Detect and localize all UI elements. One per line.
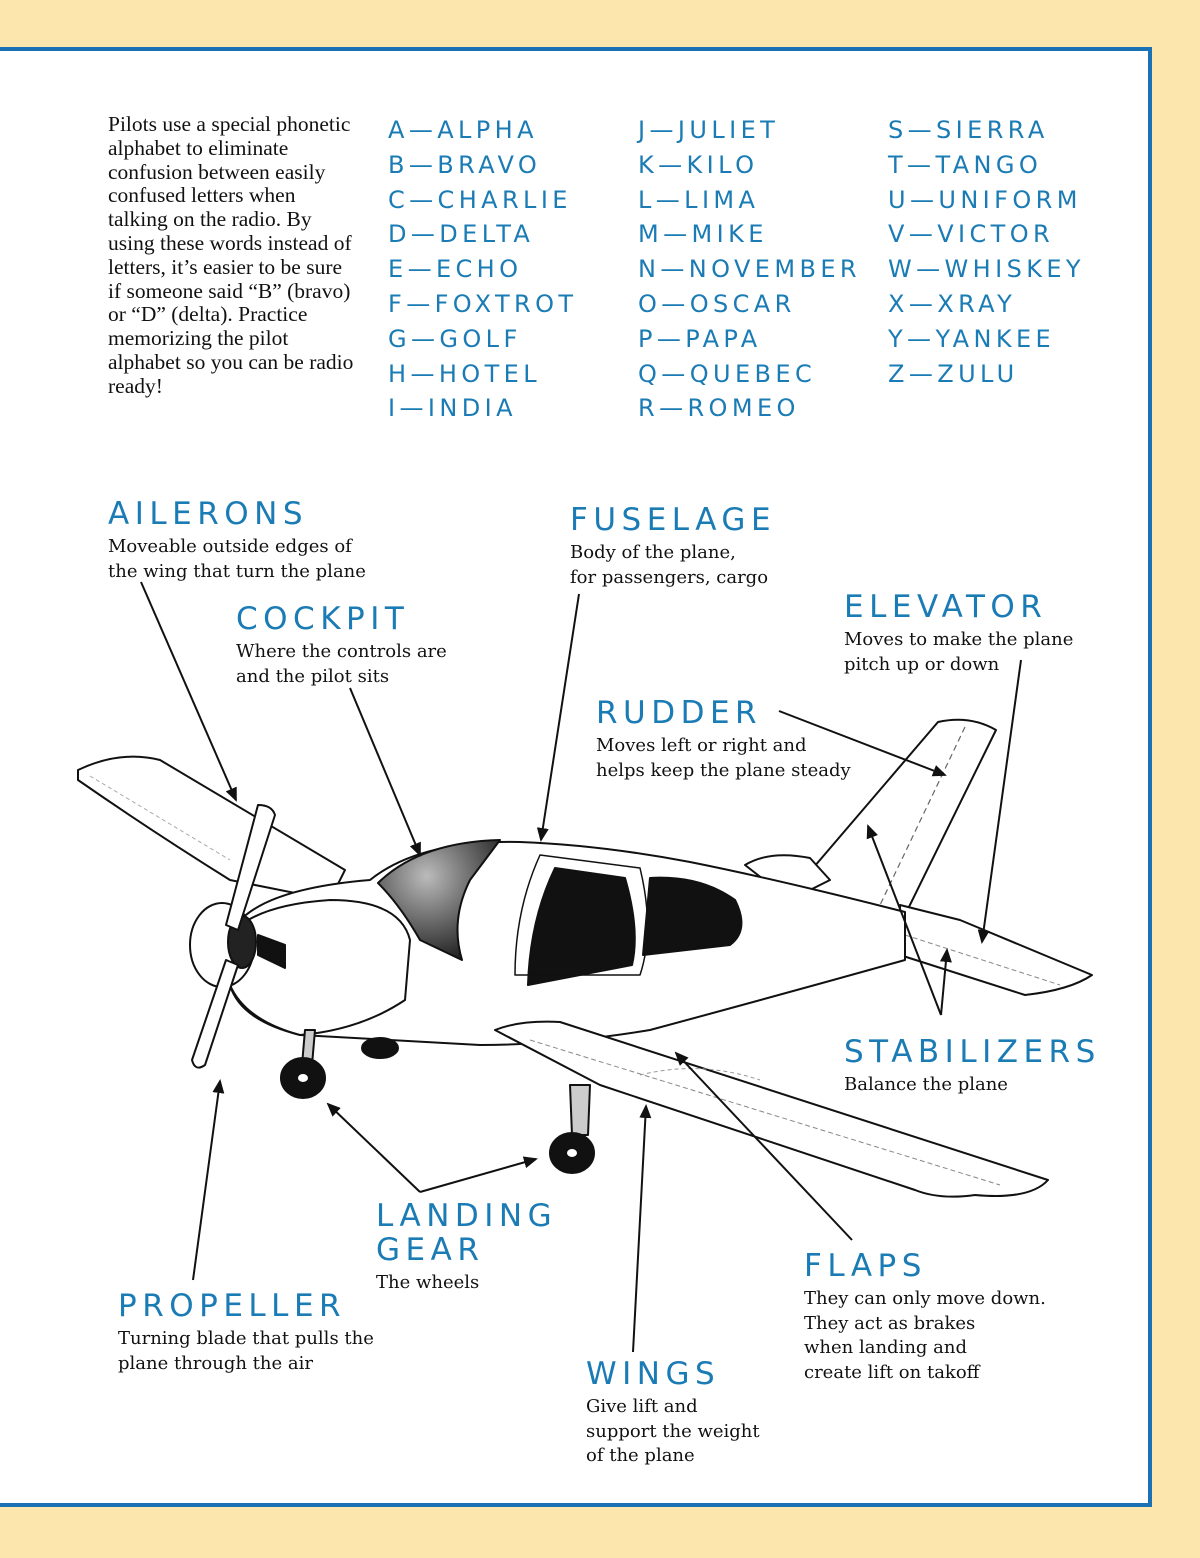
label-elevator <box>844 590 1073 677</box>
alphabet-entry: H—HOTEL <box>388 359 541 388</box>
arrow-wings <box>633 1106 646 1352</box>
alphabet-entry: G—GOLF <box>388 324 522 353</box>
label-title: FUSELAGE <box>570 502 777 538</box>
label-title: LANDING GEAR <box>376 1198 558 1268</box>
label-ailerons <box>108 497 366 584</box>
alphabet-entry: Y—YANKEE <box>888 324 1056 353</box>
arrow-landing-gear-2 <box>420 1159 536 1192</box>
label-wings <box>586 1357 760 1469</box>
label-landing-gear <box>376 1199 557 1296</box>
alphabet-entry: A—ALPHA <box>388 116 538 144</box>
alphabet-entry: O—OSCAR <box>638 289 796 318</box>
alphabet-entry: D—DELTA <box>388 220 535 249</box>
label-title: STABILIZERS <box>844 1034 1101 1070</box>
label-title: ELEVATOR <box>844 589 1048 625</box>
arrow-elevator <box>982 660 1021 942</box>
alphabet-entry: B—BRAVO <box>388 150 542 179</box>
alphabet-entry: N—NOVEMBER <box>638 255 861 284</box>
arrow-cockpit <box>350 688 420 855</box>
label-title: WINGS <box>586 1356 721 1392</box>
label-description: Moves left or right and helps keep the plane steady <box>596 735 851 781</box>
alphabet-entry: I—INDIA <box>388 394 517 423</box>
label-description: Give lift and support the weight of the plane <box>586 1396 760 1466</box>
landing-gear-wheel <box>362 1038 398 1058</box>
label-title: AILERONS <box>108 496 309 532</box>
airplane-illustration <box>78 720 1092 1197</box>
label-title: PROPELLER <box>118 1288 347 1324</box>
label-rudder <box>596 696 851 783</box>
alphabet-entry: M—MIKE <box>638 220 768 249</box>
label-description: They can only move down. They act as brakes when landing and create lift on takoff <box>804 1288 1046 1383</box>
alphabet-entry: Q—QUEBEC <box>638 359 817 388</box>
label-fuselage <box>570 503 776 590</box>
left-wing <box>78 757 345 900</box>
label-flaps <box>804 1249 1046 1385</box>
arrow-landing-gear-1 <box>328 1104 420 1192</box>
label-title: COCKPIT <box>236 601 410 637</box>
label-description: Turning blade that pulls the plane through the air <box>118 1328 374 1374</box>
label-description: Where the controls are and the pilot sits <box>236 641 447 687</box>
alphabet-entry: X—XRAY <box>888 289 1017 318</box>
alphabet-entry: V—VICTOR <box>888 220 1055 249</box>
alphabet-entry: J—JULIET <box>638 116 780 144</box>
alphabet-entry: U—UNIFORM <box>888 185 1082 214</box>
label-description: Body of the plane, for passengers, cargo <box>570 542 769 588</box>
alphabet-entry: R—ROMEO <box>638 394 800 423</box>
alphabet-entry: W—WHISKEY <box>888 255 1085 284</box>
label-title: RUDDER <box>596 695 763 731</box>
label-description: Moves to make the plane pitch up or down <box>844 629 1074 675</box>
label-description: The wheels <box>376 1272 480 1293</box>
alphabet-entry: L—LIMA <box>638 185 760 214</box>
alphabet-entry: S—SIERRA <box>888 116 1049 144</box>
label-description: Balance the plane <box>844 1074 1008 1095</box>
alphabet-entry: P—PAPA <box>638 324 762 353</box>
label-cockpit <box>236 602 447 689</box>
alphabet-entry: E—ECHO <box>388 255 523 284</box>
arrow-fuselage <box>541 594 579 840</box>
alphabet-entry: Z—ZULU <box>888 359 1019 388</box>
alphabet-entry: C—CHARLIE <box>388 185 572 214</box>
arrow-propeller <box>193 1081 220 1280</box>
intro-paragraph: Pilots use a special phonetic alphabet to eliminate confusion between easily confused letters when talking on the radio. By using these words instead of letters, it’s easier to be sure if someone said “B” (bravo) or “D” (delta). Practice memorizing the pilot alphabet so you can be radio ready! <box>108 112 354 398</box>
alphabet-entry: K—KILO <box>638 150 759 179</box>
label-propeller <box>118 1289 374 1376</box>
label-title: FLAPS <box>804 1248 927 1284</box>
label-stabilizers <box>844 1035 1101 1098</box>
alphabet-entry: T—TANGO <box>888 150 1043 179</box>
label-description: Moveable outside edges of the wing that turn the plane <box>108 536 366 582</box>
alphabet-entry: F—FOXTROT <box>388 289 578 318</box>
